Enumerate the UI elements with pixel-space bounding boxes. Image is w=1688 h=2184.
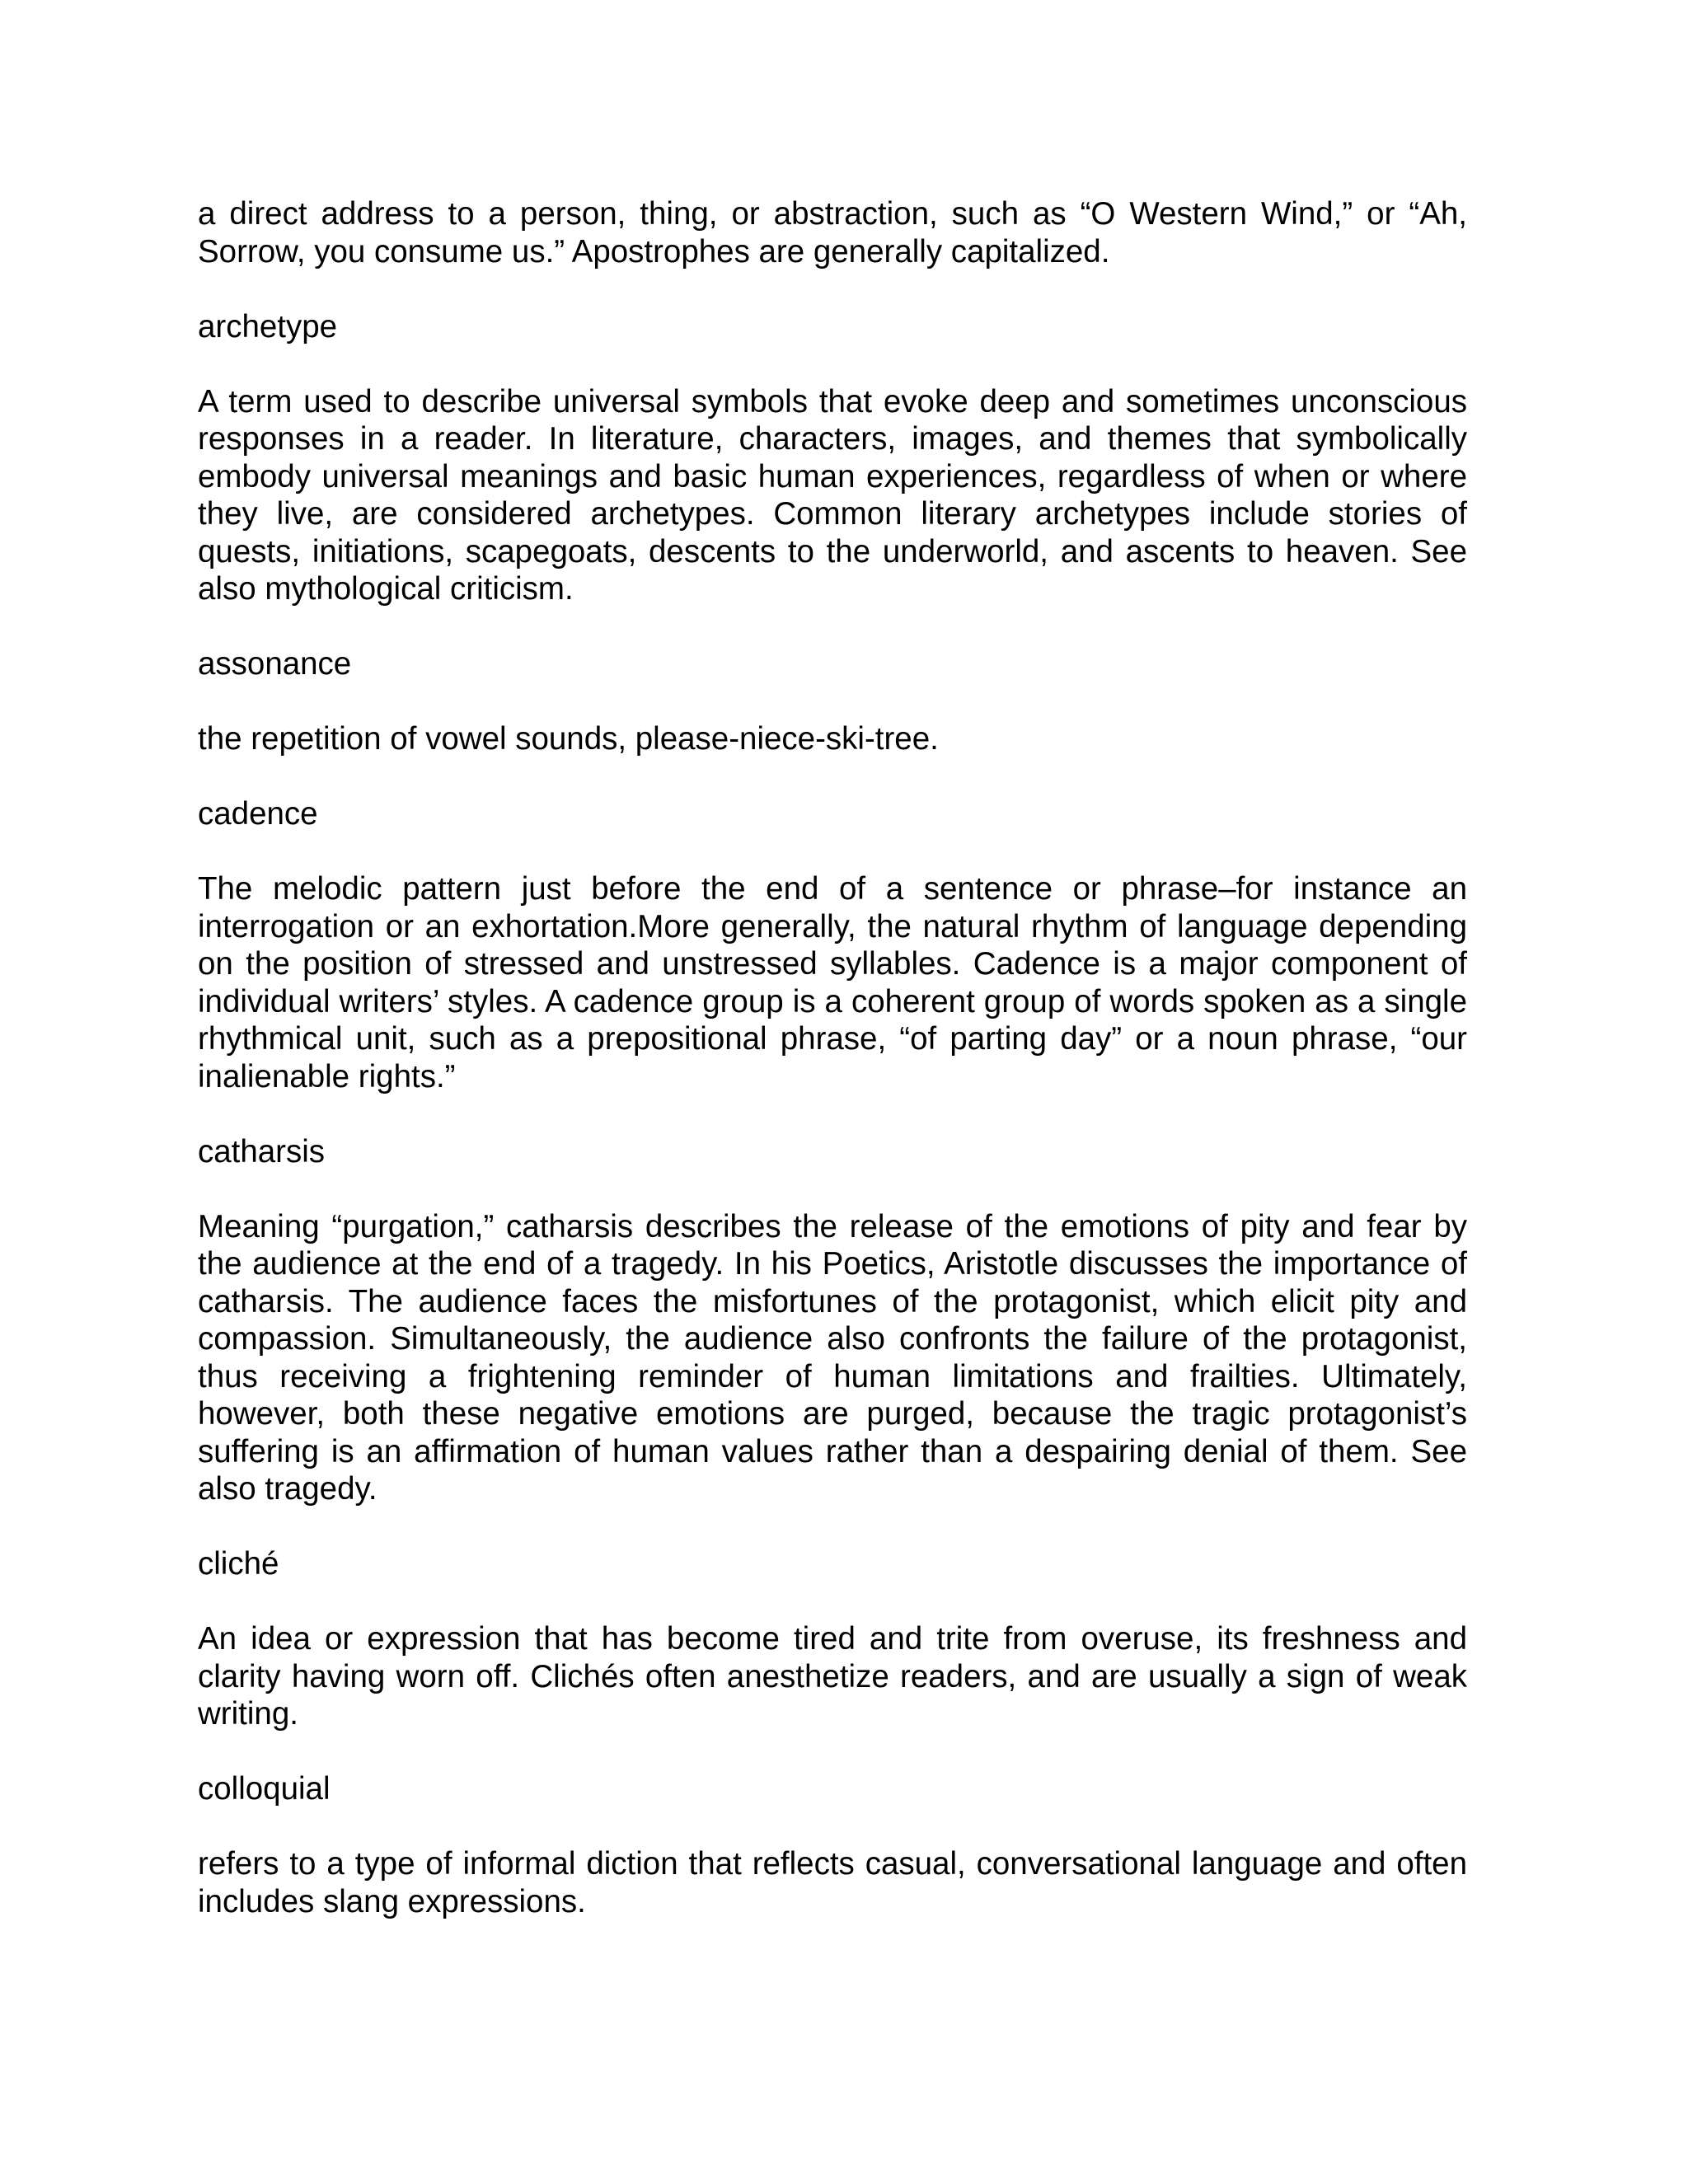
paragraph-gap — [198, 1170, 1467, 1208]
definition-archetype: A term used to describe universal symbols that evoke deep and sometimes unconscious responses in a reader. In literature, characters, images, and themes that symbolically embody universal meanings and basic human experiences, regardless of when or where they live, are considered archetypes. Common literary archetypes include stories of quests, initiations, scapegoats, descents to the underworld, and ascents to heaven. See also mythological criticism. — [198, 383, 1467, 607]
paragraph-gap — [198, 1583, 1467, 1621]
paragraph-gap — [198, 1508, 1467, 1546]
term-cliche: cliché — [198, 1546, 279, 1582]
definition-cliche: An idea or expression that has become tired and trite from overuse, its freshness and clarity having worn off. Clichés often anesthetize readers, and are usually a sign of weak writing. — [198, 1621, 1467, 1732]
paragraph-gap — [198, 1808, 1467, 1846]
paragraph-gap — [198, 758, 1467, 796]
term-colloquial: colloquial — [198, 1771, 331, 1807]
paragraph-gap — [198, 683, 1467, 721]
glossary-content — [198, 195, 1467, 1920]
definition-assonance: the repetition of vowel sounds, please-niece-ski-tree. — [198, 721, 939, 757]
paragraph-gap — [198, 833, 1467, 871]
paragraph-gap — [198, 1733, 1467, 1771]
definition-cadence: The melodic pattern just before the end of a sentence or phrase–for instance an interrogation or an exhortation.More generally, the natural rhythm of language depending on the position of stressed and unstressed syllables. Cadence is a major component of individual writers’ styles. A cadence group is a coherent group of words spoken as a single rhythmical unit, such as a prepositional phrase, “of parting day” or a noun phrase, “our inalienable rights.” — [198, 871, 1467, 1094]
paragraph-gap — [198, 608, 1467, 646]
term-assonance: assonance — [198, 646, 352, 682]
paragraph-gap — [198, 1095, 1467, 1133]
term-cadence: cadence — [198, 796, 318, 832]
term-catharsis: catharsis — [198, 1133, 326, 1169]
definition-colloquial: refers to a type of informal diction that reflects casual, conversational language and often includes slang expressions. — [198, 1846, 1467, 1919]
apostrophe-definition: a direct address to a person, thing, or abstraction, such as “O Western Wind,” or “Ah, Sorrow, you consume us.” Apostrophes are generally capitalized. — [198, 196, 1467, 269]
paragraph-gap — [198, 345, 1467, 383]
definition-catharsis: Meaning “purgation,” catharsis describes the release of the emotions of pity and fear by the audience at the end of a tragedy. In his Poetics, Aristotle discusses the importance of catharsis. The audience faces the misfortunes of the protagonist, which elicit pity and compassion. Simultaneously, the audience also confronts the failure of the protagonist, thus receiving a frightening reminder of human limitations and frailties. Ultimately, however, both these negative emotions are purged, because the tragic protagonist’s suffering is an affirmation of human values rather than a despairing denial of them. See also tragedy. — [198, 1208, 1467, 1507]
paragraph-gap — [198, 270, 1467, 308]
term-archetype: archetype — [198, 308, 338, 344]
